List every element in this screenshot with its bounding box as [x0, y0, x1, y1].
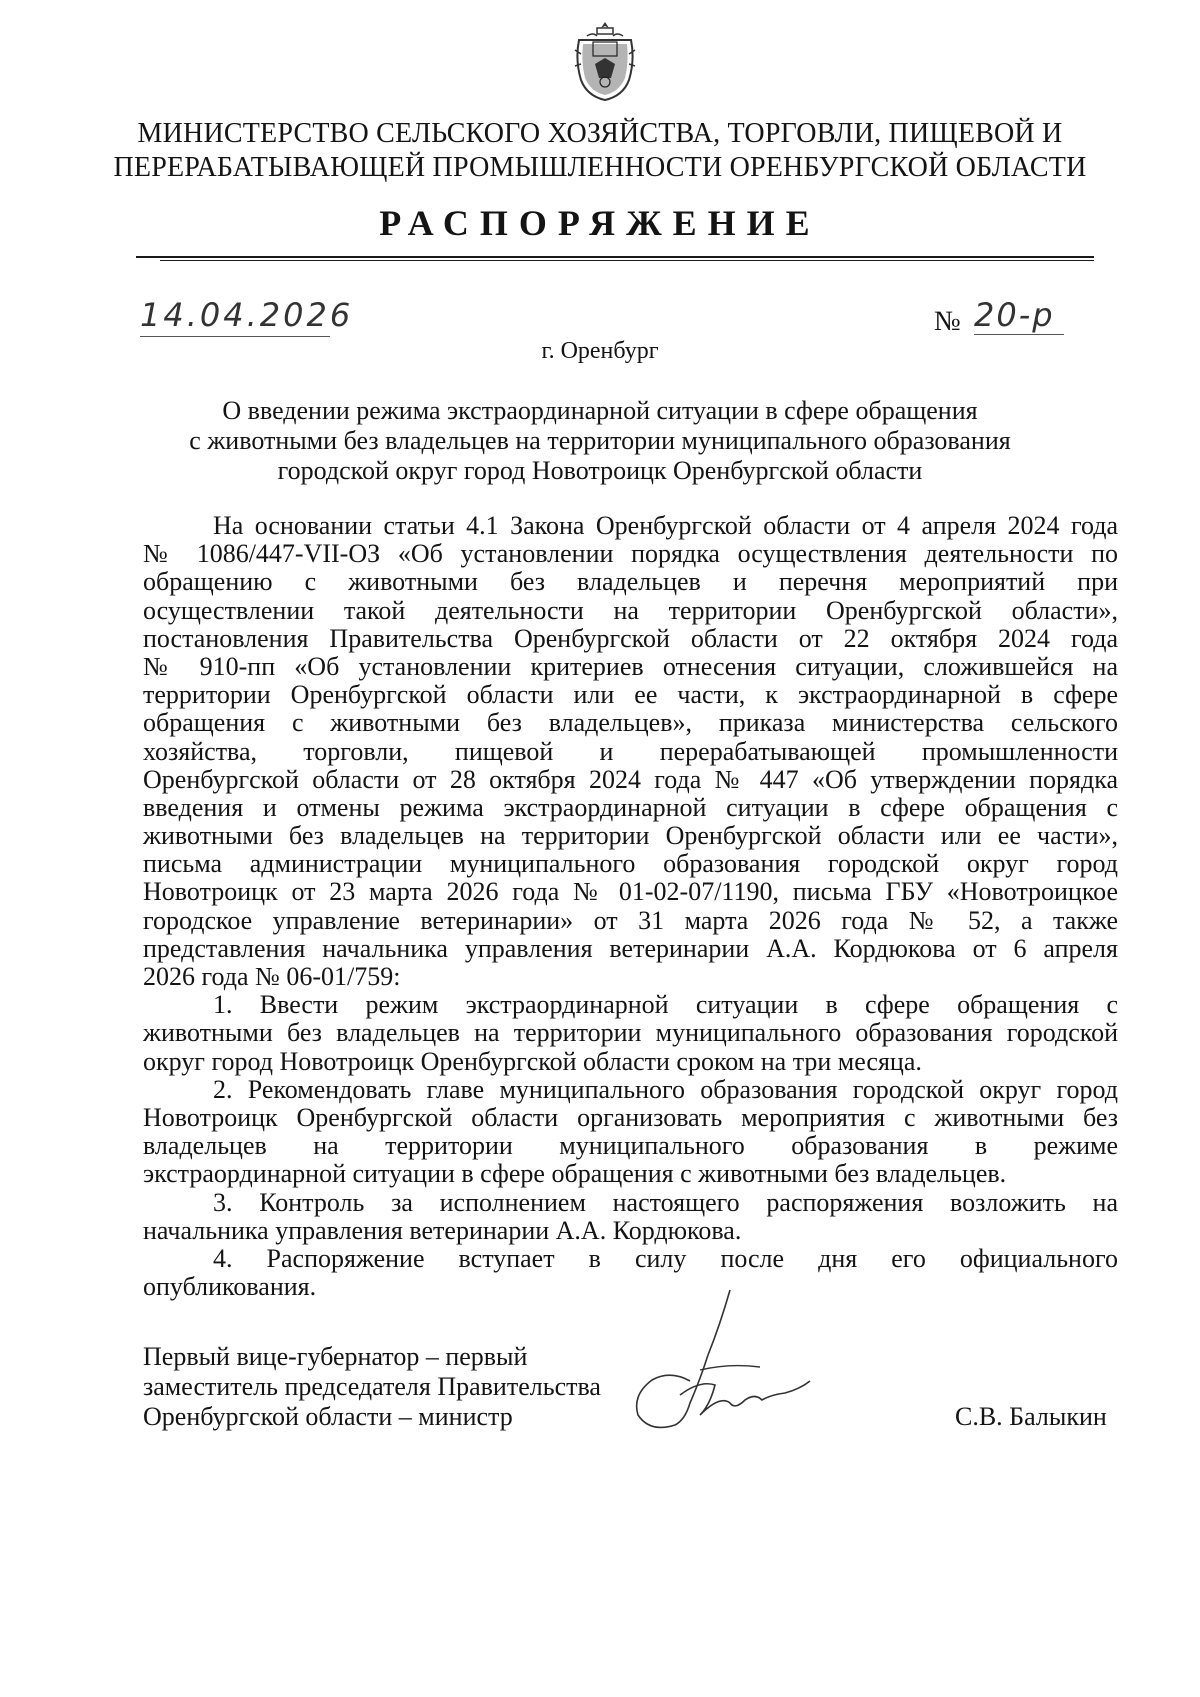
date-underline [140, 336, 330, 337]
document-date: 14.04.2026 [140, 296, 354, 334]
document-number-label: № [934, 306, 961, 337]
document-number: 20-р [974, 296, 1055, 334]
header-divider-thin [160, 260, 1094, 261]
body-line: 1. Ввести режим экстраординарной ситуации в сфере обращения с [213, 990, 1118, 1020]
handwritten-signature [630, 1285, 820, 1450]
header-divider [136, 256, 1094, 258]
body-line: постановления Правительства Оренбургской области от 22 октября 2024 года [143, 623, 1118, 653]
body-line: Новотроицк от 23 марта 2026 года № 01-02-07/1190, письма ГБУ «Новотроицкое [143, 877, 1118, 907]
body-line: животными без владельцев на территории Оренбургской области или ее части», [143, 821, 1118, 851]
document-city: г. Оренбург [541, 338, 659, 364]
body-line: экстраординарной ситуации в сфере обращения с животными без владельцев. [143, 1159, 1007, 1189]
body-line: 2026 года № 06-01/759: [143, 962, 401, 991]
body-line: обращению с животными без владельцев и перечня мероприятий при [143, 567, 1118, 597]
body-line: территории Оренбургской области или ее части, к экстраординарной в сфере [143, 680, 1118, 710]
body-line: письма администрации муниципального образования городской округ город [143, 849, 1118, 879]
body-line: введения и отмены режима экстраординарной ситуации в сфере обращения с [143, 792, 1118, 822]
body-line: 4. Распоряжение вступает в силу после дня его официального [213, 1243, 1118, 1273]
coat-of-arms-emblem [573, 20, 637, 102]
body-line: 2. Рекомендовать главе муниципального образования городской округ город [213, 1074, 1118, 1104]
body-line: № 1086/447-VII-ОЗ «Об установлении порядка осуществления деятельности по [143, 539, 1118, 569]
signatory-name: С.В. Балыкин [955, 1402, 1107, 1431]
number-underline [974, 334, 1064, 335]
body-line: начальника управления ветеринарии А.А. Кордюкова. [143, 1215, 742, 1245]
body-line: обращения с животными без владельцев», приказа министерства сельского [143, 708, 1118, 738]
body-line: № 910-пп «Об установлении критериев отнесения ситуации, сложившейся на [143, 651, 1118, 681]
body-line: опубликования. [143, 1272, 317, 1302]
document-subject [0, 396, 1200, 486]
body-line: осуществлении такой деятельности на территории Оренбургской области», [143, 595, 1118, 625]
signatory-position-line: заместитель председателя Правительства [143, 1372, 601, 1401]
body-line: хозяйства, торговли, пищевой и перерабатывающей промышленности [143, 736, 1118, 766]
body-line: На основании статьи 4.1 Закона Оренбургской области от 4 апреля 2024 года [213, 511, 1118, 540]
body-line: Новотроицк Оренбургской области организовать мероприятия с животными без [143, 1102, 1118, 1132]
document-body [143, 512, 1118, 1301]
body-line: животными без владельцев на территории муниципального образования городской [143, 1018, 1118, 1048]
signatory-position-line: Оренбургской области – министр [143, 1402, 513, 1431]
body-line: владельцев на территории муниципального образования в режиме [143, 1131, 1118, 1161]
body-line: Оренбургской области от 28 октября 2024 года № 447 «Об утверждении порядка [143, 764, 1118, 794]
body-line: округ город Новотроицк Оренбургской области сроком на три месяца. [143, 1046, 922, 1076]
body-line: 3. Контроль за исполнением настоящего распоряжения возложить на [213, 1187, 1118, 1217]
signatory-position-line: Первый вице-губернатор – первый [143, 1342, 528, 1371]
subject-line: с животными без владельцев на территории муниципального образования [189, 426, 1011, 455]
subject-line: городской округ город Новотроицк Оренбургской области [277, 456, 923, 485]
ministry-name-line-1: МИНИСТЕРСТВО СЕЛЬСКОГО ХОЗЯЙСТВА, ТОРГОВЛИ, ПИЩЕВОЙ И [137, 118, 1063, 149]
body-line: представления начальника управления ветеринарии А.А. Кордюкова от 6 апреля [143, 933, 1118, 963]
signatory-position [143, 1342, 601, 1432]
ministry-name-line-2: ПЕРЕРАБАТЫВАЮЩЕЙ ПРОМЫШЛЕННОСТИ ОРЕНБУРГСКОЙ ОБЛАСТИ [113, 152, 1087, 183]
body-line: городское управление ветеринарии» от 31 марта 2026 года № 52, а также [143, 905, 1118, 935]
document-type-title: РАСПОРЯЖЕНИЕ [379, 203, 821, 243]
subject-line: О введении режима экстраординарной ситуации в сфере обращения [222, 396, 978, 425]
